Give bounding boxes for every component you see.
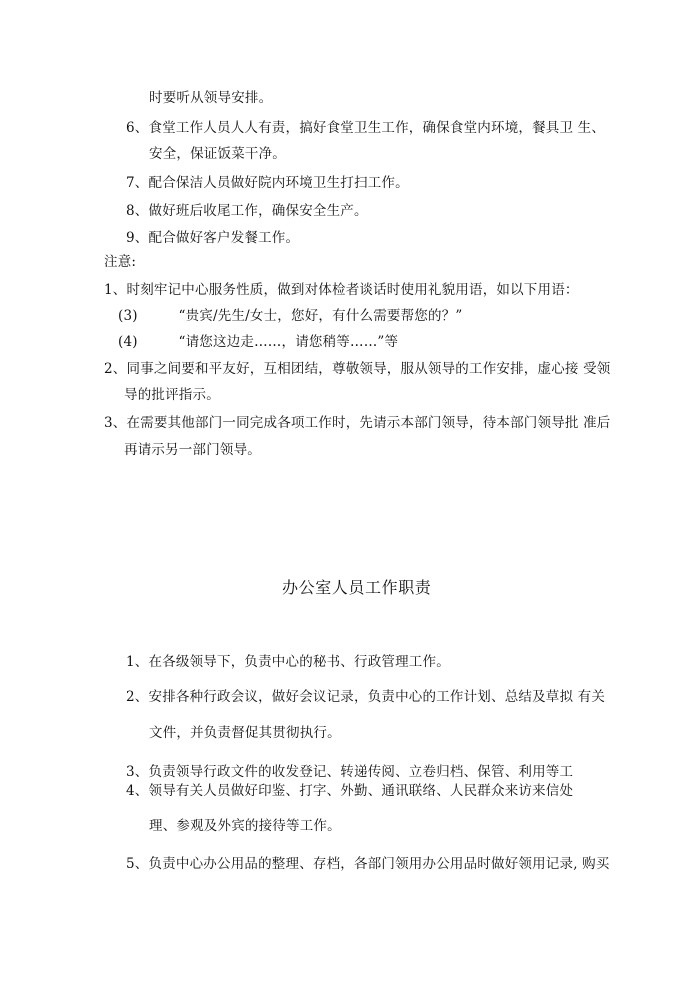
office-item-3: 3、负责领导行政文件的收发登记、转递传阅、立卷归档、保管、利用等工	[126, 764, 574, 780]
item-6-line-2: 安全，保证饭菜干净。	[149, 146, 286, 162]
notes-heading: 注意:	[104, 254, 137, 270]
item-7: 7、配合保洁人员做好院内环境卫生打扫工作。	[126, 175, 409, 191]
item-9: 9、配合做好客户发餐工作。	[126, 230, 300, 246]
note-2-line-2: 导的批评指示。	[124, 387, 220, 403]
office-item-2-line-2: 文件，并负责督促其贯彻执行。	[149, 725, 341, 741]
note-3-line-1: 3、在需要其他部门一同完成各项工作时，先请示本部门领导，待本部门领导批 准后	[104, 415, 611, 431]
note-sub-4-number: (4)	[118, 334, 138, 350]
office-item-1: 1、在各级领导下，负责中心的秘书、行政管理工作。	[126, 654, 450, 670]
cont-line-a: 时要听从领导安排。	[149, 90, 273, 106]
note-3-line-2: 再请示另一部门领导。	[124, 442, 261, 458]
office-item-5-line-1: 5、负责中心办公用品的整理、存档，各部门领用办公用品时做好领用记录, 购买	[126, 856, 610, 872]
note-1: 1、时刻牢记中心服务性质，做到对体检者谈话时使用礼貌用语，如以下用语：	[104, 282, 579, 298]
office-item-2-line-1: 2、安排各种行政会议，做好会议记录，负责中心的工作计划、总结及草拟 有关	[126, 689, 606, 705]
item-8: 8、做好班后收尾工作，确保安全生产。	[126, 203, 368, 219]
note-2-line-1: 2、同事之间要和平友好，互相团结，尊敬领导，服从领导的工作安排，虚心接 受领	[104, 361, 611, 377]
note-sub-3-text: “贵宾/先生/女士，您好，有什么需要帮您的？”	[178, 308, 463, 324]
note-sub-3-number: (3)	[118, 308, 138, 324]
note-sub-4	[118, 333, 398, 351]
item-6-line-1: 6、食堂工作人员人人有责，搞好食堂卫生工作，确保食堂内环境，餐具卫 生、	[126, 120, 606, 136]
note-sub-3	[118, 307, 463, 325]
office-item-4-line-2: 理、参观及外宾的接待等工作。	[149, 818, 341, 834]
section-title: 办公室人员工作职责	[282, 578, 432, 597]
note-sub-4-text: “请您这边走……，请您稍等……”等	[178, 334, 399, 350]
office-item-4-line-1: 4、领导有关人员做好印鉴、打字、外勤、通讯联络、人民群众来访来信处	[126, 783, 574, 799]
